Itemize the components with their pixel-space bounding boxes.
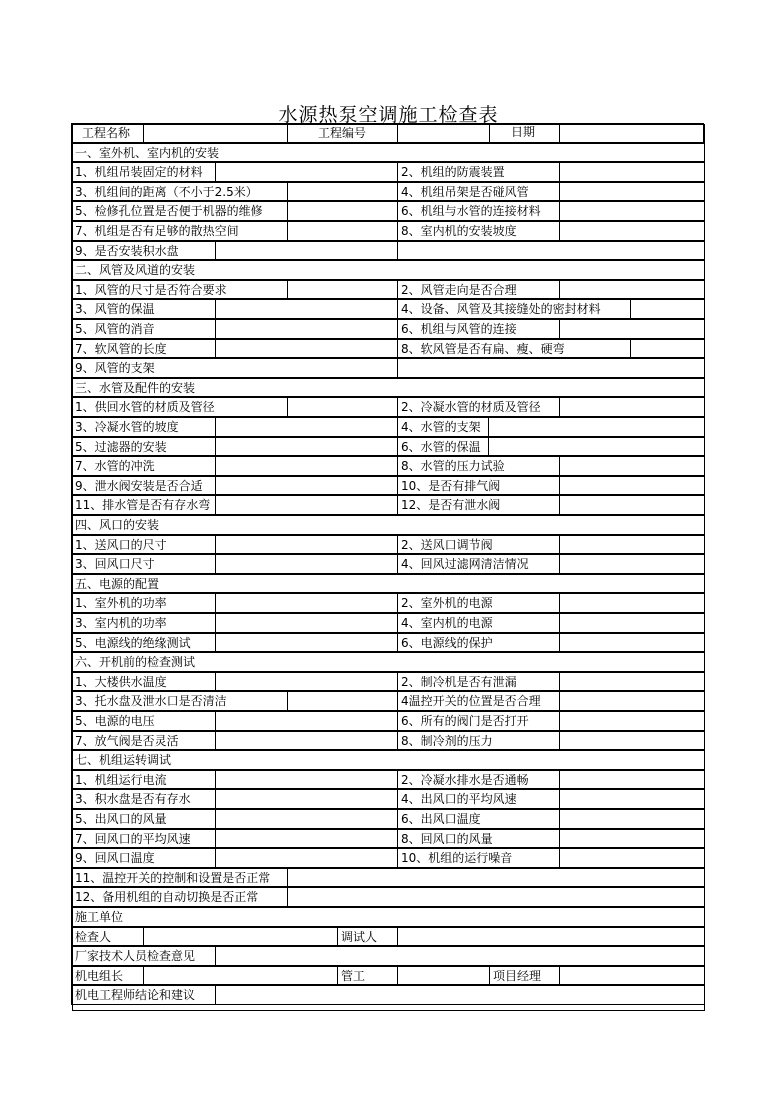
check-item: 2、冷凝水管的材质及管径: [397, 397, 560, 417]
table-row: [72, 281, 705, 301]
check-item: 3、托水盘及泄水口是否清洁: [71, 691, 288, 711]
check-item: 6、机组与水管的连接材料: [397, 201, 560, 221]
check-value[interactable]: [215, 829, 398, 849]
vendor-opinion-label: 厂家技术人员检查意见: [71, 946, 216, 966]
project-no-value[interactable]: [397, 123, 490, 143]
check-item: 7、水管的冲洗: [71, 456, 216, 476]
check-value[interactable]: [215, 437, 398, 457]
section-heading: 四、风口的安装: [71, 515, 705, 535]
construction-unit-label: 施工单位: [71, 907, 705, 927]
check-item: 6、水管的保温: [397, 437, 489, 457]
check-value[interactable]: [559, 495, 705, 515]
check-item: 4、设备、风管及其接缝处的密封材料: [397, 299, 631, 319]
check-value[interactable]: [559, 829, 705, 849]
check-value[interactable]: [559, 848, 705, 868]
table-row: [72, 359, 705, 379]
check-item: 3、积水盘是否有存水: [71, 789, 216, 809]
table-row: [72, 967, 705, 987]
table-row: [72, 986, 705, 1006]
check-value[interactable]: [215, 770, 398, 790]
check-value[interactable]: [559, 201, 705, 221]
check-item: 2、室外机的电源: [397, 593, 560, 613]
check-item: 8、软风管是否有扁、瘦、硬弯: [397, 339, 631, 359]
check-value[interactable]: [559, 672, 705, 692]
check-value[interactable]: [488, 437, 705, 457]
check-item: 2、制冷机是否有泄漏: [397, 672, 560, 692]
check-item: 3、室内机的功率: [71, 613, 216, 633]
check-value[interactable]: [215, 319, 398, 339]
check-item: 9、回风口温度: [71, 848, 216, 868]
check-item: 11、温控开关的控制和设置是否正常: [71, 868, 288, 888]
table-row: [72, 830, 705, 850]
check-value[interactable]: [559, 770, 705, 790]
project-name-label: 工程名称: [71, 123, 144, 143]
me-engineer-label: 机电工程师结论和建议: [71, 985, 216, 1005]
table-row: [72, 300, 705, 320]
check-item: 8、水管的压力试验: [397, 456, 560, 476]
check-value[interactable]: [559, 535, 705, 555]
table-row: [72, 496, 705, 516]
check-value[interactable]: [215, 731, 398, 751]
check-item: 8、室内机的安装坡度: [397, 221, 560, 241]
check-value[interactable]: [630, 299, 705, 319]
check-item: 5、风管的消音: [71, 319, 216, 339]
check-value[interactable]: [215, 711, 398, 731]
check-item: 10、机组的运行噪音: [397, 848, 560, 868]
table-row: [72, 183, 705, 203]
check-value[interactable]: [559, 182, 705, 202]
table-row: [72, 732, 705, 752]
check-value[interactable]: [215, 633, 398, 653]
section-heading: 二、风管及风道的安装: [71, 260, 705, 280]
check-item: 1、机组吊装固定的材料: [71, 162, 216, 182]
inspector-value[interactable]: [143, 927, 338, 947]
inspector-label: 检查人: [71, 927, 144, 947]
table-row: [72, 536, 705, 556]
table-row: [72, 810, 705, 830]
table-row: [72, 418, 705, 438]
check-blank: [397, 241, 705, 261]
check-item: 4温控开关的位置是否合理: [397, 691, 560, 711]
table-row: [72, 477, 705, 497]
vendor-opinion-value[interactable]: [215, 946, 705, 966]
table-row: [72, 908, 705, 928]
check-value[interactable]: [559, 554, 705, 574]
check-value[interactable]: [559, 221, 705, 241]
check-item: 2、冷凝水排水是否通畅: [397, 770, 560, 790]
check-item: 4、出风口的平均风速: [397, 789, 560, 809]
check-value[interactable]: [630, 339, 705, 359]
table-row: [72, 242, 705, 262]
check-value[interactable]: [559, 280, 705, 300]
section-heading: 七、机组运转调试: [71, 750, 705, 770]
page-title: 水源热泵空调施工检查表: [278, 104, 499, 126]
check-value[interactable]: [215, 299, 398, 319]
check-item: 5、检修孔位置是否便于机器的维修: [71, 201, 288, 221]
check-item: 3、回风口尺寸: [71, 554, 216, 574]
check-value[interactable]: [559, 476, 705, 496]
check-value[interactable]: [215, 495, 398, 515]
check-item: 1、风管的尺寸是否符合要求: [71, 280, 288, 300]
table-row: [72, 790, 705, 810]
check-value[interactable]: [215, 848, 398, 868]
check-value[interactable]: [215, 456, 398, 476]
check-value[interactable]: [559, 731, 705, 751]
check-value[interactable]: [287, 887, 705, 907]
check-value[interactable]: [559, 593, 705, 613]
table-row: [72, 124, 705, 144]
check-item: 9、泄水阀安装是否合适: [71, 476, 216, 496]
table-row: [72, 634, 705, 654]
check-item: 3、风管的保温: [71, 299, 216, 319]
table-row: [72, 320, 705, 340]
me-engineer-value[interactable]: [215, 985, 705, 1005]
check-value[interactable]: [287, 221, 398, 241]
table-row: [72, 438, 705, 458]
check-value[interactable]: [215, 476, 398, 496]
check-value[interactable]: [287, 182, 398, 202]
pipe-worker-label: 管工: [337, 966, 398, 986]
check-item: 3、冷凝水管的坡度: [71, 417, 216, 437]
check-item: 6、电源线的保护: [397, 633, 560, 653]
table-row: [72, 928, 705, 948]
check-item: 8、回风口的风量: [397, 829, 560, 849]
check-value[interactable]: [215, 241, 398, 261]
check-value[interactable]: [559, 691, 705, 711]
check-value[interactable]: [287, 691, 398, 711]
project-no-label: 工程编号: [287, 123, 398, 143]
project-manager-value[interactable]: [559, 966, 705, 986]
check-value[interactable]: [559, 613, 705, 633]
check-value[interactable]: [559, 809, 705, 829]
project-name-value[interactable]: [143, 123, 288, 143]
table-row: [72, 614, 705, 634]
check-value[interactable]: [559, 397, 705, 417]
check-value[interactable]: [559, 456, 705, 476]
check-item: 1、供回水管的材质及管径: [71, 397, 288, 417]
date-value[interactable]: [559, 123, 704, 143]
section-heading: 五、电源的配置: [71, 574, 705, 594]
check-value[interactable]: [215, 417, 398, 437]
check-item: 1、送风口的尺寸: [71, 535, 216, 555]
table-row: [72, 222, 705, 242]
table-row: [72, 869, 705, 889]
check-value[interactable]: [215, 613, 398, 633]
check-item: 4、机组吊架是否碰风管: [397, 182, 560, 202]
table-row: [72, 340, 705, 360]
check-item: 7、软风管的长度: [71, 339, 216, 359]
check-value[interactable]: [215, 554, 398, 574]
check-value[interactable]: [559, 319, 705, 339]
check-item: 9、是否安装积水盘: [71, 241, 216, 261]
table-row: [72, 594, 705, 614]
check-value[interactable]: [215, 162, 398, 182]
check-item: 2、风管走向是否合理: [397, 280, 560, 300]
check-item: 1、室外机的功率: [71, 593, 216, 613]
check-item: 4、室内机的电源: [397, 613, 560, 633]
check-value[interactable]: [287, 201, 398, 221]
table-row: [72, 163, 705, 183]
me-leader-value[interactable]: [143, 966, 338, 986]
debugger-label: 调试人: [337, 927, 398, 947]
check-item: 2、机组的防震装置: [397, 162, 560, 182]
check-item: 5、电源的电压: [71, 711, 216, 731]
table-row: [72, 849, 705, 869]
check-value[interactable]: [215, 535, 398, 555]
project-manager-label: 项目经理: [489, 966, 560, 986]
table-row: [72, 947, 705, 967]
table-row: [72, 712, 705, 732]
check-item: 5、出风口的风量: [71, 809, 216, 829]
check-value[interactable]: [215, 339, 398, 359]
table-row: [72, 398, 705, 418]
check-item: 6、机组与风管的连接: [397, 319, 560, 339]
table-row: [72, 771, 705, 791]
check-item: 9、风管的支架: [71, 358, 398, 378]
date-label: 日期: [511, 125, 536, 139]
debugger-value[interactable]: [397, 927, 705, 947]
check-item: 11、排水管是否有存水弯: [71, 495, 216, 515]
check-item: 4、水管的支架: [397, 417, 489, 437]
table-row: [72, 457, 705, 477]
table-row: [72, 888, 705, 908]
check-value[interactable]: [215, 809, 398, 829]
check-value[interactable]: [559, 789, 705, 809]
check-value[interactable]: [287, 397, 398, 417]
check-value[interactable]: [215, 789, 398, 809]
check-item: 1、大楼供水温度: [71, 672, 216, 692]
check-value[interactable]: [488, 417, 705, 437]
check-item: 6、出风口温度: [397, 809, 560, 829]
check-item: 8、制冷剂的压力: [397, 731, 560, 751]
check-item: 3、机组间的距离（不小于2.5米）: [71, 182, 288, 202]
check-value[interactable]: [559, 633, 705, 653]
check-item: 2、送风口调节阀: [397, 535, 560, 555]
check-value[interactable]: [559, 162, 705, 182]
me-leader-label: 机电组长: [71, 966, 144, 986]
table-row: [72, 555, 705, 575]
pipe-worker-value[interactable]: [397, 966, 490, 986]
section-heading: 一、室外机、室内机的安装: [71, 143, 705, 163]
check-item: 4、回风过滤网清洁情况: [397, 554, 560, 574]
section-heading: 三、水管及配件的安装: [71, 378, 705, 398]
check-value[interactable]: [287, 280, 398, 300]
table-row: [72, 692, 705, 712]
table-row: [72, 202, 705, 222]
section-heading: 六、开机前的检查测试: [71, 652, 705, 672]
check-blank: [397, 358, 705, 378]
check-value[interactable]: [559, 711, 705, 731]
inspection-table: [72, 124, 705, 1011]
check-item: 6、所有的阀门是否打开: [397, 711, 560, 731]
check-item: 10、是否有排气阀: [397, 476, 560, 496]
check-item: 12、是否有泄水阀: [397, 495, 560, 515]
check-item: 5、过滤器的安装: [71, 437, 216, 457]
table-row: [72, 673, 705, 693]
check-item: 5、电源线的绝缘测试: [71, 633, 216, 653]
check-item: 7、机组是否有足够的散热空间: [71, 221, 288, 241]
check-item: 1、机组运行电流: [71, 770, 216, 790]
check-value[interactable]: [215, 672, 398, 692]
check-item: 12、备用机组的自动切换是否正常: [71, 887, 288, 907]
check-value[interactable]: [287, 868, 705, 888]
check-item: 7、回风口的平均风速: [71, 829, 216, 849]
check-value[interactable]: [215, 593, 398, 613]
check-item: 7、放气阀是否灵活: [71, 731, 216, 751]
